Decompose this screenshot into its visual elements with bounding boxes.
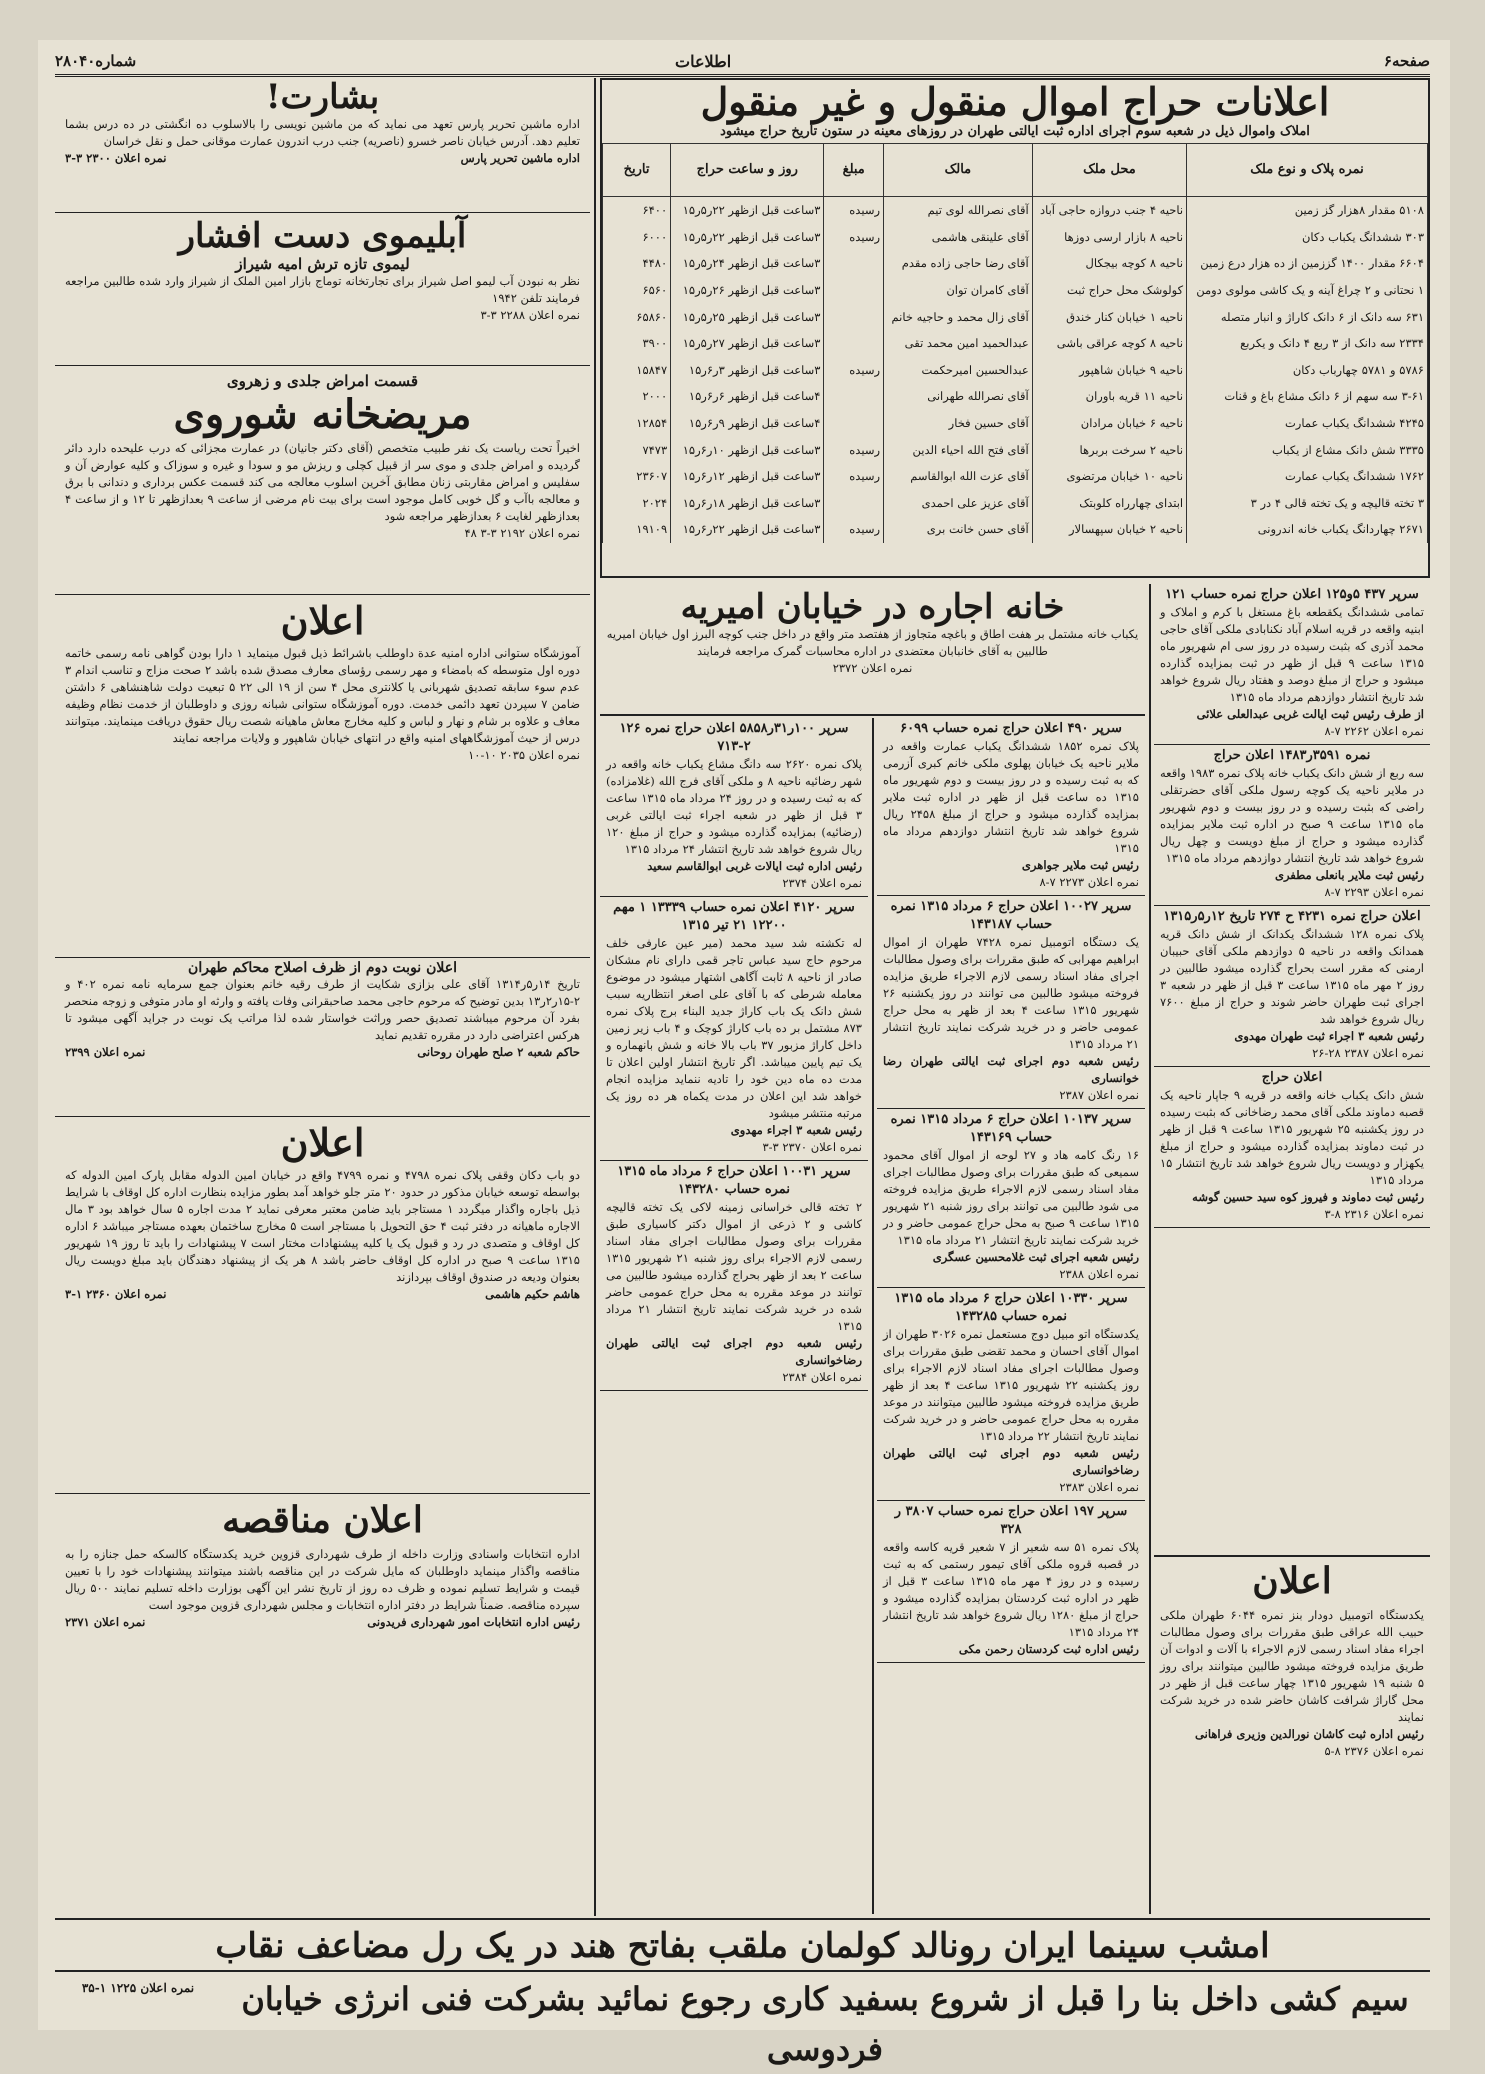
auction-table <box>602 143 1428 543</box>
classified-head: سرپر ۱۰۰ر۳۱ر۵۸۵۸ اعلان حراج نمره ۱۲۶ ۲-۷۱۳ <box>619 721 849 754</box>
auction-cell: ۳ساعت قبل ازظهر ۲۶ر۵ر۱۵ <box>671 277 824 304</box>
auction-cell: ۶۳۱ سه دانک از ۶ دانک کاراژ و انبار متصله <box>1187 303 1428 330</box>
issue-number: شماره۲۸۰۴۰ <box>55 52 137 70</box>
auction-row <box>603 196 1428 223</box>
auction-cell: ۳۹۰۰ <box>603 330 671 357</box>
endowment-title: اعلان <box>280 1120 365 1165</box>
auction-cell: ۳ساعت قبل ازظهر ۲۲ر۶ر۱۵ <box>671 516 824 543</box>
auction-cell: ۳ تخته قالیچه و یک تخته قالی ۴ در ۳ <box>1187 489 1428 516</box>
classified-number: نمره اعلان ۲۲۷۳ ۷-۸ <box>1039 875 1139 889</box>
classified-number: نمره اعلان ۲۳۷۴ <box>782 876 862 890</box>
auction-row <box>603 463 1428 490</box>
auction-cell: آقای زال محمد و حاجیه خانم <box>884 303 1033 330</box>
classified-sign: رئیس شعبه ۳ اجراء ثبت طهران مهدوی <box>1234 1029 1424 1043</box>
classified-ad <box>1154 745 1430 906</box>
endowment-ad <box>55 1117 590 1494</box>
auction-cell: رسیده <box>824 516 884 543</box>
auction-cell: ۳ساعت قبل ازظهر ۱۸ر۶ر۱۵ <box>671 489 824 516</box>
right-column <box>1154 584 1430 1549</box>
auction-cell: ۴۴۸۰ <box>603 250 671 277</box>
auction-cell: ۶۶۰۴ مقدار ۱۴۰۰ گززمین از ده هزار درع زمین <box>1187 250 1428 277</box>
auction-column-header: تاریخ <box>603 143 671 196</box>
footer-rule <box>55 1918 1430 1920</box>
rent-body: یکباب خانه مشتمل بر هفت اطاق و باغچه متجاوز از هفتصد متر واقع در داخل جنب کوچه البرز اول خیابان امیریه طالبین به آقای خانبابان معتضدی در اداره محاسبات گمرک مراجعه فرمایند <box>606 626 1139 658</box>
auction-cell: ناحیه ۹ خیابان شاهپور <box>1032 356 1186 383</box>
auction-title: اعلانات حراج اموال منقول و غیر منقول <box>700 79 1330 124</box>
classified-sign: رئیس شعبه دوم اجرای ثبت ایالتی طهران رضاخوانساری <box>883 1446 1139 1477</box>
clinic-ad <box>55 366 590 595</box>
classified-body: تمامی ششدانگ یکقطعه باغ مستغل با کرم و املاک و ابنیه واقعه در قریه اسلام آباد نکنابادی ملکی آقای حاجی محمد آذری که بثبت رسیده در روز سی ام شهریور ماه ۱۳۱۵ ساعت ۹ قبل از ظهر در ثبت بمزایده گذارده میشود و حراج از مبلغ دوصد و هفتاد ریال شروع خواهد شد تاریخ انتشار دوازدهم مرداد ماه ۱۳۱۵ <box>1160 605 1424 704</box>
auction-cell: ۲۶۷۱ چهاردانگ یکباب خانه اندرونی <box>1187 516 1428 543</box>
auction-cell <box>824 383 884 410</box>
auction-column-header: مالک <box>884 143 1033 196</box>
classified-ad <box>877 1501 1145 1663</box>
classified-ad <box>1154 1067 1430 1228</box>
classified-number: نمره اعلان ۲۳۱۶ ۸-۳ <box>1324 1207 1424 1221</box>
auction-row <box>603 489 1428 516</box>
auction-cell: رسیده <box>824 223 884 250</box>
auction-cell: ۳ساعت قبل ازظهر ۲۷ر۵ر۱۵ <box>671 330 824 357</box>
classified-body: ۲ تخته قالی خراسانی زمینه لاکی یک تخته قالیچه کاشی و ۲ ذرعی از اموال دکتر کاسیاری طبق مقررات برای وصول مطالبات اجرای مفاد اسناد رسمی لازم الاجراء برای روز شنبه ۲۱ شهریور ۱۳۱۵ ساعت ۲ بعد از ظهر بحراج گذارده میشود طالبین می توانند در موعد مقرره به محل حراج عمومی حاضر شده در خرید شرکت نمایند تاریخ انتشار ۲۱ مرداد ۱۳۱۵ <box>606 1200 863 1333</box>
classified-head: سرپر ۱۰۳۳۰ اعلان حراج ۶ مرداد ماه ۱۳۱۵ نمره حساب ۱۴۳۲۸۵ <box>894 1291 1128 1324</box>
classified-ad <box>1154 584 1430 745</box>
basharat-sign: اداره ماشین تحریر پارس <box>460 150 580 165</box>
auction-row <box>603 436 1428 463</box>
cadet-number: نمره اعلان ۲۰۳۵ ۱۰-۱۰ <box>468 747 580 762</box>
auction-column-header: نمره پلاک و نوع ملک <box>1187 143 1428 196</box>
auction-cell: ۵۷۸۶ و ۵۷۸۱ چهارباب دکان <box>1187 356 1428 383</box>
classified-number: نمره اعلان ۲۳۸۸ <box>1059 1267 1139 1281</box>
lemon-title: آبلیموی دست افشار <box>178 216 467 256</box>
auction-row <box>603 250 1428 277</box>
column-rule <box>872 718 874 1914</box>
page-header <box>55 52 1430 77</box>
auction-cell: ۳ساعت قبل ازظهر ۲۲ر۵ر۱۵ <box>671 223 824 250</box>
auction-cell <box>824 250 884 277</box>
auction-cell: ۲۳۶۰۷ <box>603 463 671 490</box>
auction-cell: رسیده <box>824 196 884 223</box>
classified-sign: از طرف رئیس ثبت ایالت غربی عبدالعلی علائی <box>1196 707 1424 721</box>
auction-cell <box>824 330 884 357</box>
auction-cell: ۷۴۷۳ <box>603 436 671 463</box>
classified-ad <box>1154 906 1430 1067</box>
auction-cell: آقای عزت الله ابوالقاسم <box>884 463 1033 490</box>
auction-cell: ناحیه ۱۰ خیابان مرتضوی <box>1032 463 1186 490</box>
auction-row <box>603 410 1428 437</box>
auction-cell: ابتدای چهارراه کلوبتک <box>1032 489 1186 516</box>
court-notice <box>55 958 590 1117</box>
auction-cell: آقای علینقی هاشمی <box>884 223 1033 250</box>
wiring-ad-number: نمره اعلان ۱۲۲۵ ۱-۳۵ <box>81 1981 195 1995</box>
classified-ad <box>877 1288 1145 1501</box>
classified-ad <box>877 896 1145 1109</box>
endowment-body: دو باب دکان وقفی پلاک نمره ۴۷۹۸ و نمره ۴۷۹۹ واقع در خیابان امین الدوله مقابل پارک امین الدوله که بواسطه توسعه خیابان مذکور در حدود ۲۰ متر جلو خواهد آمد بطور مزایده بنظارت اداره کل اوقاف با شرایط ذیل باجاره واگذار میگردد ۱ مستاجر باید ضامن معتبر معرفی نماید ۲ مدت اجاره ۵ سال خواهد بود ۳ مال الاجاره ماهیانه در دفتر ثبت ۴ حق التحویل با مستاجر است ۵ مخارج ساختمان بعهده مستاجر میباشد ۶ اداره کل اوقاف و متصدی در رد و قبول یک یا کلیه پیشنهادات مختار است ۷ پیشنهادات را باید تا روز ۱۹ شهریور ۱۳۱۵ ساعت ۹ صبح در اداره کل اوقاف حاضر باشد ۸ هر یک از پیشنهاد دهندگان باید مبلغ دویست ریال بعنوان ودیعه در صندوق اوقاف بپردازند <box>65 1167 580 1284</box>
court-sign: حاکم شعبه ۲ صلح طهران روحانی <box>417 1045 580 1059</box>
lemon-ad <box>55 213 590 366</box>
classified-head: نمره ۳۵۹۱ر۱۴۸۳ اعلان حراج <box>1213 748 1371 763</box>
car-auction-sign: رئیس اداره ثبت کاشان نورالدین وزیری فراهانی <box>1195 1726 1424 1741</box>
classified-number: نمره اعلان ۲۳۸۳ <box>1059 1480 1139 1494</box>
basharat-title: بشارت! <box>265 78 380 117</box>
auction-cell: ناحیه ۶ خیابان مرادان <box>1032 410 1186 437</box>
auction-cell: ناحیه ۸ کوچه عراقی باشی <box>1032 330 1186 357</box>
endowment-sign: هاشم حکیم هاشمی <box>485 1286 580 1301</box>
auction-cell: ۱ نحتانی و ۲ چراغ آینه و یک کاشی مولوی دومن <box>1187 277 1428 304</box>
classified-sign: رئیس اداره ثبت ایالات غربی ابوالقاسم سعید <box>647 859 862 873</box>
auction-row <box>603 383 1428 410</box>
cadet-title: اعلان <box>280 598 365 643</box>
cadet-school-ad <box>55 595 590 958</box>
classified-number: نمره اعلان ۲۲۶۲ ۷-۸ <box>1324 724 1424 738</box>
classified-body: ۱۶ رنگ کامه هاد و ۲۷ لوحه از اموال آقای محمود سمیعی که طبق مقررات برای وصول مطالبات اجرای مفاد اسناد رسمی لازم الاجراء طریق مزایده فروخته می شود طالبین می توانند برای روز شنبه ۲۱ شهریور ۱۳۱۵ ساعت ۹ صبح به محل حراج عمومی حاضر و در خرید شرکت نمایند تاریخ انتشار ۲۱ مرداد ماه ۱۳۱۵ <box>883 1148 1140 1247</box>
auction-cell: ۲۰۰۰ <box>603 383 671 410</box>
auction-column-header: روز و ساعت حراج <box>671 143 824 196</box>
auction-cell: ۳ساعت قبل ازظهر ۲۲ر۵ر۱۵ <box>671 196 824 223</box>
auction-cell: آقای نصرالله لوی تیم <box>884 196 1033 223</box>
car-auction-number: نمره اعلان ۲۳۷۶ ۸-۵ <box>1324 1743 1424 1758</box>
classified-body: پلاک نمره ۲۶۲۰ سه دانگ مشاع یکباب خانه واقعه در شهر رضائیه ناحیه ۸ و ملکی آقای فرج الله (غلامزاده) که به ثبت رسیده و در روز ۲۴ مرداد ماه ۱۳۱۵ ساعت ۳ قبل از ظهر در شعبه اجراء ثبت ایالتی غربی (رضائیه) بمزایده گذارده میشود و حراج از مبلغ ۱۲۰ ریال شروع خواهد شد تاریخ انتشار ۲۴ مرداد ۱۳۱۵ <box>606 757 862 856</box>
classified-sign: رئیس شعبه ۳ اجراء مهدوی <box>730 1123 862 1137</box>
auction-cell: ۲۳۳۴ سه دانک از ۳ ربع ۴ دانک و یکربع <box>1187 330 1428 357</box>
auction-subtitle: املاک واموال ذیل در شعبه سوم اجرای اداره ثبت ایالتی طهران در روزهای معینه در ستون تاریخ حراج میشود <box>720 123 1310 139</box>
tender-title: اعلان مناقصه <box>222 1499 423 1541</box>
clinic-number: نمره اعلان ۲۱۹۲ ۳-۳ ۴۸ <box>464 526 580 540</box>
auction-cell: ۲۰۲۴ <box>603 489 671 516</box>
auction-row <box>603 356 1428 383</box>
auction-cell: ۶۵۸۶۰ <box>603 303 671 330</box>
auction-row <box>603 516 1428 543</box>
auction-cell: آقای عزیز علی احمدی <box>884 489 1033 516</box>
clinic-kicker: قسمت امراض جلدی و زهروی <box>226 372 419 390</box>
wiring-ad: سیم کشی داخل بنا را قبل از شروع بسفید کاری رجوع نمائید بشرکت فنی انرژی خیابان فردوسی <box>241 1980 1409 2068</box>
lemon-body: نظر به نبودن آب لیمو اصل شیراز برای تجارتخانه توماج بازار امین الملک از شیراز وارد شده طالبین مراجعه فرمایند تلفن ۱۹۴۲ <box>65 273 580 305</box>
auction-cell: رسیده <box>824 436 884 463</box>
auction-cell: آقای رضا حاجی زاده مقدم <box>884 250 1033 277</box>
auction-cell: ۳ساعت قبل ازظهر ۱۰ر۶ر۱۵ <box>671 436 824 463</box>
classified-body: یکدستگاه اتو مبیل دوج مستعمل نمره ۳۰۲۶ طهران از اموال آقای احسان و محمد تقضی طبق مقررات برای وصول مطالبات اجرای مفاد اسناد لازم الاجراء برای روز یکشنبه ۲۲ شهریور ۱۳۱۵ ساعت ۴ بعد از ظهر طریق مزایده فروخته میشود طالبین میتوانند در موعد مقرره به محل حراج عمومی حاضر و در خرید شرکت نمایند تاریخ انتشار ۲۲ مرداد ۱۳۱۵ <box>883 1327 1140 1443</box>
column-rule <box>1149 584 1151 1914</box>
classified-head: سرپر ۴۹۰ اعلان حراج نمره حساب ۶۰۹۹ <box>900 721 1122 736</box>
page-number: صفحه۶ <box>1383 52 1430 70</box>
auction-cell: ناحیه ۴ جنب دروازه حاجی آباد <box>1032 196 1186 223</box>
auction-cell: ۳ساعت قبل ازظهر ۲۴ر۵ر۱۵ <box>671 250 824 277</box>
auction-cell: ۶۰۰۰ <box>603 223 671 250</box>
classified-sign: رئیس اداره ثبت کردستان رحمن مکی <box>958 1642 1139 1656</box>
classified-body: پلاک نمره ۱۸۵۲ ششدانگ یکباب عمارت واقعه در ملایر ناحیه یک خیابان پهلوی ملکی خانم کبری آزرمی که به ثبت رسیده و در روز بیست و دوم شهریور ماه ۱۳۱۵ ده ساعت قبل از ظهر در اداره ثبت ملایر بمزایده گذارده میشود و حراج از مبلغ ۲۴۵۸ ریال شروع خواهد شد تاریخ انتشار دوازدهم مرداد ماه ۱۳۱۵ <box>883 739 1140 855</box>
basharat-ad <box>55 78 590 213</box>
classified-ad <box>877 1109 1145 1288</box>
classified-number: نمره اعلان ۲۳۸۷ ۲۸-۲۶ <box>1312 1046 1424 1060</box>
auction-row <box>603 223 1428 250</box>
classified-number: نمره اعلان ۲۳۷۰ ۳-۳ <box>762 1140 862 1154</box>
auction-cell: ناحیه ۲ سرخت بربرها <box>1032 436 1186 463</box>
auction-cell: ۴ساعت قبل ازظهر ۶ر۶ر۱۵ <box>671 383 824 410</box>
auction-cell: ناحیه ۱ خیابان کنار خندق <box>1032 303 1186 330</box>
classified-sign: رئیس ثبت ملایر بانعلی مطفری <box>1274 868 1424 882</box>
auction-cell: آقای فتح الله احیاء الدین <box>884 436 1033 463</box>
mid-column-2 <box>877 718 1145 1914</box>
classified-body: پلاک نمره ۵۱ سه شعیر از ۷ شعیر قریه کاسه واقعه در قصبه قروه ملکی آقای تیمور رستمی که به ثبت رسیده و در روز ۴ مهر ماه ۱۳۱۵ ساعت ۳ قبل از ظهر در اداره ثبت کردستان بمزایده گذارده میشود و حراج از مبلغ ۱۲۸۰ ریال شروع خواهد شد تاریخ انتشار ۲۴ مرداد ۱۳۱۵ <box>883 1540 1139 1639</box>
auction-cell: ۱۲۸۵۴ <box>603 410 671 437</box>
auction-cell: ۱۵۸۴۷ <box>603 356 671 383</box>
court-title: اعلان نوبت دوم از ظرف اصلاح محاکم طهران <box>188 960 457 976</box>
auction-column-header: مبلغ <box>824 143 884 196</box>
classified-head: اعلان حراج نمره ۴۲۳۱ ح ۲۷۴ تاریخ ۱۲ر۵ر۱۳۱۵ <box>1163 909 1421 924</box>
auction-cell: ۳۳۳۵ شش دانک مشاع از یکباب <box>1187 436 1428 463</box>
classified-body: پلاک نمره ۱۲۸ ششدانگ یکدانک از شش دانک قریه همدانک واقعه در ناحیه ۵ دوازدهم ملکی آقای حبیبان ارمنی که مقرر است بحراج گذارده میشود طالبین در روز ۲ مهر ماه ۱۳۱۵ ساعت ۳ قبل از ظهر در شعبه ۳ اجرای ثبت طهران حاضر شوند و حراج از مبلغ ۷۶۰۰ ریال شروع خواهد شد <box>1160 927 1424 1026</box>
auction-row <box>603 277 1428 304</box>
rent-number: نمره اعلان ۲۳۷۲ <box>832 660 913 675</box>
auction-row <box>603 330 1428 357</box>
auction-cell: ۵۱۰۸ مقدار ۸هزار گز زمین <box>1187 196 1428 223</box>
basharat-number: نمره اعلان ۲۳۰۰ ۳-۳ <box>65 150 167 165</box>
auction-cell: ۳-۶۱ سه سهم از ۶ دانک مشاع باغ و قنات <box>1187 383 1428 410</box>
classified-ad <box>600 897 868 1161</box>
auction-cell: ۱۹۱۰۹ <box>603 516 671 543</box>
classified-head: سرپر ۱۹۷ اعلان حراج نمره حساب ۳۸۰۷ ر ۳۲۸ <box>894 1504 1128 1537</box>
classified-head: سرپر ۱۰۰۲۷ اعلان حراج ۶ مرداد ۱۳۱۵ نمره حساب ۱۴۳۱۸۷ <box>890 899 1132 932</box>
auction-cell: آقای حسین فخار <box>884 410 1033 437</box>
classified-head: سرپر ۱۰۰۳۱ اعلان حراج ۶ مرداد ماه ۱۳۱۵ نمره حساب ۱۴۳۲۸۰ <box>617 1164 851 1197</box>
auction-cell: ۳۰۳ ششدانگ یکباب دکان <box>1187 223 1428 250</box>
tender-body: اداره انتخابات واسنادی وزارت داخله از طرف شهرداری قزوین خرید یکدستگاه کالسکه حمل جنازه را به مناقصه واگذار مینماید داوطلبان که مایل شرکت در این مناقصه باشند میتوانند پیشنهادات خود را با تعیین قیمت و شرایط تسلیم نموده و ظرف ده روز از تاریخ نشر این آگهی بوزارت داخله تسلیم نمایند ۵۰۰ ریال سپرده مناقصه. ضمناً شرایط در دفتر اداره انتخابات و مجلس شهرداری قزوین موجود است <box>65 1546 580 1612</box>
cinema-ad: امشب سینما ایران رونالد کولمان ملقب بفاتح هند در یک رل مضاعف نقاب <box>55 1922 1430 1972</box>
auction-cell <box>824 489 884 516</box>
court-body: تاریخ ۱۴ر۵ر۱۳۱۴ آقای علی بزازی شکایت از طرف رقیه خانم بعنوان جمع سرمایه نامه نمره ۴۰۲ و ۲-۱۵ر۲ر۱۳ بدین توضیح که مرحوم حاجی محمد صاحبقرانی وفات یافته و وارثه او مادر متوفی و زوجه منحصر بفرد آن مرحوم میباشند تصدیق حصر وراثت خواستار شده لذا مراتب یک نوبت در جراید آگهی میشود تا هرکس اعتراضی دارد در مقرره تقدیم نماید <box>65 977 580 1042</box>
newspaper-name: اطلاعات <box>675 52 732 71</box>
tender-ad <box>55 1494 590 1738</box>
classified-number: نمره اعلان ۲۲۹۳ ۷-۸ <box>1324 885 1424 899</box>
classified-head: اعلان حراج <box>1261 1070 1323 1085</box>
rent-ad <box>600 584 1145 716</box>
car-auction-body: یکدستگاه اتومبیل دودار بنز نمره ۶۰۴۴ طهران ملکی حبیب الله عراقی طبق مقررات برای وصول مطالبات اجراء مفاد اسناد رسمی لازم الاجراء با آلات و ادوات آن طریق مزایده فروخته میشود طالبین میتوانند برای روز ۵ شنبه ۱۹ شهریور ۱۳۱۵ چهار ساعت قبل از ظهر در محل گاراژ شرافت کاشان حاضر شده در خرید شرکت نمایند <box>1160 1607 1424 1724</box>
auction-cell: ۴ساعت قبل ازظهر ۹ر۶ر۱۵ <box>671 410 824 437</box>
classified-number: نمره اعلان ۲۳۸۷ <box>1059 1088 1139 1102</box>
court-number: نمره اعلان ۲۳۹۹ <box>65 1045 146 1059</box>
auction-cell: رسیده <box>824 463 884 490</box>
classified-body: یک دستگاه اتومبیل نمره ۷۴۲۸ طهران از اموال ابراهیم مهرابی که طبق مقررات برای وصول مطالبات اجرای مفاد اسناد رسمی لازم الاجراء طریق مزایده فروخته میشود طالبین می توانند در روز یکشنبه ۲۶ شهریور ۱۳۱۵ ساعت ۴ بعد از ظهر به محل حراج عمومی حاضر و در خرید شرکت نمایند تاریخ انتشار ۲۱ مرداد ۱۳۱۵ <box>882 935 1140 1051</box>
auction-cell: ناحیه ۸ کوچه بیجکال <box>1032 250 1186 277</box>
auction-cell: آقای حسن خانت بری <box>884 516 1033 543</box>
column-rule <box>594 78 596 1916</box>
classified-ad <box>600 718 868 897</box>
lemon-subtitle: لیموی تازه ترش امیه شیراز <box>235 254 410 273</box>
auction-cell: ۴۲۴۵ ششدانگ یکباب عمارت <box>1187 410 1428 437</box>
auction-cell: ۳ساعت قبل ازظهر ۲۵ر۵ر۱۵ <box>671 303 824 330</box>
car-auction-title: اعلان <box>1252 1560 1332 1602</box>
classified-head: سرپر ۱۰۱۳۷ اعلان حراج ۶ مرداد ۱۳۱۵ نمره حساب ۱۴۳۱۶۹ <box>890 1112 1132 1145</box>
auction-cell: ۳ساعت قبل ازظهر ۱۲ر۶ر۱۵ <box>671 463 824 490</box>
classified-ad <box>877 718 1145 896</box>
classified-number: نمره اعلان ۲۳۸۴ <box>782 1370 862 1384</box>
classified-head: سرپر ۴۳۷ ۵و۱۲۵ اعلان حراج نمره حساب ۱۲۱ <box>1165 587 1419 602</box>
endowment-number: نمره اعلان ۲۳۶۰ ۱-۳ <box>65 1286 167 1301</box>
auction-cell: ۶۴۰۰ <box>603 196 671 223</box>
auction-cell: ناحیه ۸ بازار ارسی دوزها <box>1032 223 1186 250</box>
classified-sign: رئیس شعبه اجرای ثبت غلامحسین عسگری <box>932 1250 1139 1264</box>
auction-cell: ناحیه ۲ خیابان سپهسالار <box>1032 516 1186 543</box>
classified-sign: رئیس شعبه دوم اجرای ثبت ایالتی طهران رضا خوانساری <box>883 1054 1139 1085</box>
auction-cell: ۳ساعت قبل ازظهر ۳ر۶ر۱۵ <box>671 356 824 383</box>
auction-cell: ناحیه ۱۱ قریه باوران <box>1032 383 1186 410</box>
auction-cell: ۶۵۶۰ <box>603 277 671 304</box>
clinic-title: مریضخانه شوروی <box>173 391 472 438</box>
auction-cell <box>824 277 884 304</box>
classified-body: سه ربع از شش دانک یکباب خانه پلاک نمره ۱۹۸۳ واقعه در ملایر ناحیه یک کوچه رسول ملکی آقای حضرتقلی راضی که بثبت رسیده و در روز بیست و دوم شهریور ماه ۱۳۱۵ ساعت ۹ صبح در اداره ثبت ملایر بمزایده گذارده میشود و حراج از مبلغ دویست و چهل ریال شروع خواهد شد تاریخ انتشار دوازدهم مرداد ماه ۱۳۱۵ <box>1160 766 1424 865</box>
lemon-number: نمره اعلان ۲۲۸۸ ۳-۳ <box>480 307 580 322</box>
mid-column-1 <box>600 718 868 1914</box>
car-auction-ad <box>1154 1555 1430 1916</box>
auction-cell <box>824 303 884 330</box>
auction-row <box>603 303 1428 330</box>
auction-cell: رسیده <box>824 356 884 383</box>
auction-cell: عبدالحسین امیرحکمت <box>884 356 1033 383</box>
classified-sign: رئیس شعبه دوم اجرای ثبت ایالتی طهران رضاخوانساری <box>606 1336 862 1367</box>
auction-cell: آقای کامران توان <box>884 277 1033 304</box>
auction-cell: کولوشک محل حراج ثبت <box>1032 277 1186 304</box>
auction-cell: عبدالحمید امین محمد تقی <box>884 330 1033 357</box>
cadet-body: آموزشگاه ستوانی اداره امنیه عدة داوطلب باشرائط ذیل قبول مینماید ۱ دارا بودن گواهی نامه رسمی خاتمه دوره اول متوسطه که بامضاء و مهر رسمی رؤسای معارف مصدق شده باشد ۲ صحت مزاج و تناسب اندام ۳ عدم سوء سابقه تصدیق شهربانی یا کلانتری محل ۴ سن از ۱۹ الی ۲۲ ۵ تبعیت دولت شاهنشاهی ۶ داشتن ضامن ۷ سپردن تعهد دائمی خدمت. دوره آموزشگاه ستوانی شبانه روزی و داوطلبان از خدمت نظام وظیفه معاف و علاوه بر شام و نهار و لباس و کلیه مخارج معاش ماهیانه شصت ریال حقوق دریافت مینمایند. میتوانند درس از حیث آموزشگاههای امنیه واقع در انتهای خیابان شاهپور و ولایات مراجعه نمایند <box>65 645 581 745</box>
auction-cell: ۱۷۶۲ ششدانگ یکباب عمارت <box>1187 463 1428 490</box>
classified-body: له تکشته شد سید محمد (میر عین عارفی خلف مرحوم حاج سید عباس تاجر قمی دارای نام مشکان صادر از ناحیه ۸ ثابت آگاهی اشتهار میشود در موضوع معامله شرطی که با آقای علی اصغر انتظاریه سبب شش دانک یک باب کاراژ جدید البناء برج پلاک نمره ۸۷۳ مشتمل بر ده باب کاراژ کوچک و ۴ باب زیر زمین داخل کاراژ مزبور ۳۷ باب بالا خانه و شش بانهماره و یک تیم پایین میباشد. اگر تاریخ انتشار اولین اعلان تا مدت ده ماه دین خود را تادیه ننماید مزایده انجام خواهد شد این اعلان در مدت یکماه هر ده روز یک مرتبه منتشر میشود <box>606 936 862 1120</box>
auction-notice <box>600 78 1430 578</box>
classified-sign: رئیس ثبت دماوند و فیروز کوه سید حسین گوشه <box>1192 1190 1424 1204</box>
classified-body: شش دانک یکباب خانه واقعه در قریه ۹ جاپار ناحیه یک قصبه دماوند ملکی آقای محمد رضاخانی که بثبت رسیده در روز یکشنبه ۲۵ شهریور ۱۳۱۵ ساعت ۹ قبل از ظهر در ثبت دماوند بمزایده گذارده میشود و حراج از مبلغ یکهزار و دویست ریال شروع خواهد شد تاریخ انتشار ۱۵ مرداد ۱۳۱۵ <box>1160 1088 1424 1187</box>
tender-number: نمره اعلان ۲۳۷۱ <box>65 1614 146 1629</box>
tender-sign: رئیس اداره انتخابات امور شهرداری فریدونی <box>367 1614 580 1629</box>
classified-sign: رئیس ثبت ملایر جواهری <box>1021 858 1139 872</box>
rent-title: خانه اجاره در خیابان امیریه <box>680 587 1065 627</box>
auction-cell <box>824 410 884 437</box>
left-column <box>55 78 590 1916</box>
auction-column-header: محل ملک <box>1032 143 1186 196</box>
auction-cell: آقای نصرالله طهرانی <box>884 383 1033 410</box>
classified-head: سرپر ۴۱۲۰ اعلان نمره حساب ۱۳۳۳۹ ۱ مهم ۱۲۲۰۰ ۲۱ تیر ۱۳۱۵ <box>613 900 855 933</box>
basharat-body: اداره ماشین تحریر پارس تعهد می نماید که من ماشین نویسی را بالاسلوب ده انگشتی در ده درس بشما تعلیم دهد. آدرس خیابان ناصر خسرو (ناصریه) جنب درب اندرون عمارت موقانی حمل و نقل خراسان <box>65 116 580 148</box>
clinic-body: اخیراً تحت ریاست یک نفر طبیب متخصص (آقای دکتر جانیان) در عمارت مجزائی که درب علیحده دارد دائر گردیده و امراض جلدی و موی سر از قبیل کچلی و ریزش مو و سودا و غیره و سوزاک و کلیه عوارض آن و سفلیس و امراض مقاربتی زنان مطابق آخرین اسلوب معالجه می کند قسمت عکس برداری و دندانی با برق و معالجه باآب و گل خوبی کامل موجود است برای بیت نام مرضی از ساعت ۹ بعدازظهر تا ۱۲ و از ساعت ۴ بعدازظهر لغایت ۶ بعدازظهر مراجعه شود <box>65 441 580 523</box>
classified-ad <box>600 1161 868 1391</box>
